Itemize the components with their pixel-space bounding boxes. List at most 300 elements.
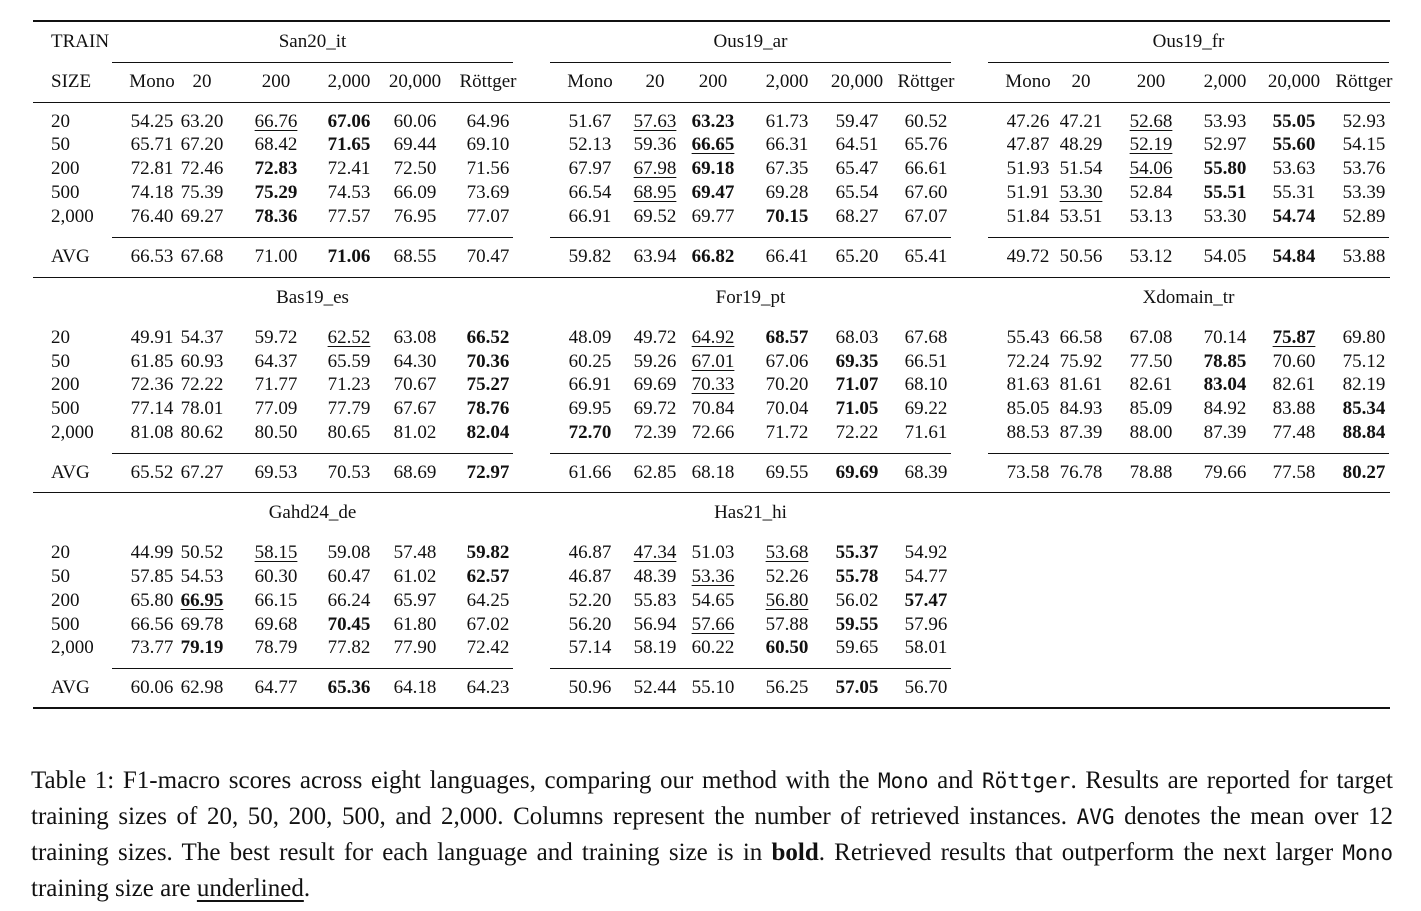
table-cell: 67.08 — [1129, 327, 1173, 348]
caption-avg: AVG — [1076, 805, 1115, 829]
avg-cell: 65.36 — [327, 677, 371, 698]
table-cell: 60.06 — [393, 111, 437, 132]
table-cell: 68.95 — [633, 182, 677, 203]
table-cell: 66.56 — [130, 614, 174, 635]
row-size-label: 50 — [51, 351, 70, 372]
table-cell: 69.27 — [180, 206, 224, 227]
table-cell: 78.36 — [254, 206, 298, 227]
table-cell: 69.72 — [633, 398, 677, 419]
row-size-label: 200 — [51, 158, 80, 179]
table-cell: 69.77 — [691, 206, 735, 227]
table-cell: 59.65 — [835, 637, 879, 658]
table-cell: 63.20 — [180, 111, 224, 132]
table-cell: 47.21 — [1059, 111, 1103, 132]
avg-cell: 80.27 — [1342, 462, 1386, 483]
table-cell: 83.04 — [1203, 374, 1247, 395]
table-cell: 57.88 — [765, 614, 809, 635]
table-cell: 66.31 — [765, 134, 809, 155]
table-cell: 70.20 — [765, 374, 809, 395]
avg-cell: 62.85 — [633, 462, 677, 483]
table-cell: 71.07 — [835, 374, 879, 395]
avg-cell: 65.52 — [130, 462, 174, 483]
table-cell: 71.61 — [904, 422, 948, 443]
table-cell: 88.00 — [1129, 422, 1173, 443]
bottom-rule — [33, 707, 1390, 709]
table-cell: 53.36 — [691, 566, 735, 587]
table-cell: 77.50 — [1129, 351, 1173, 372]
table-cell: 82.19 — [1342, 374, 1386, 395]
row-size-label: 20 — [51, 111, 70, 132]
table-cell: 67.98 — [633, 158, 677, 179]
table-cell: 67.97 — [568, 158, 612, 179]
row-size-label: 20 — [51, 327, 70, 348]
table-cell: 60.22 — [691, 637, 735, 658]
table-cell: 63.23 — [691, 111, 735, 132]
table-cell: 70.04 — [765, 398, 809, 419]
avg-cell: 53.12 — [1129, 246, 1173, 267]
table-cell: 57.63 — [633, 111, 677, 132]
table-cell: 52.93 — [1342, 111, 1386, 132]
table-cell: 53.51 — [1059, 206, 1103, 227]
table-cell: 84.92 — [1203, 398, 1247, 419]
table-cell: 56.94 — [633, 614, 677, 635]
top-rule — [33, 20, 1390, 22]
table-cell: 72.83 — [254, 158, 298, 179]
table-cell: 51.67 — [568, 111, 612, 132]
avg-cell: 79.66 — [1203, 462, 1247, 483]
table-cell: 53.30 — [1203, 206, 1247, 227]
table-cell: 67.06 — [765, 351, 809, 372]
table-cell: 52.19 — [1129, 134, 1173, 155]
table-cell: 87.39 — [1059, 422, 1103, 443]
column-header: 20 — [1071, 71, 1091, 92]
table-cell: 82.61 — [1272, 374, 1316, 395]
panel-title: For19_pt — [715, 287, 786, 308]
table-cell: 60.25 — [568, 351, 612, 372]
table-cell: 77.90 — [393, 637, 437, 658]
table-cell: 71.56 — [466, 158, 510, 179]
avg-rule — [988, 453, 1389, 454]
table-cell: 61.73 — [765, 111, 809, 132]
caption-text-2: and — [928, 767, 982, 794]
table-cell: 67.01 — [691, 351, 735, 372]
table-cell: 81.63 — [1006, 374, 1050, 395]
table-cell: 79.19 — [180, 637, 224, 658]
table-cell: 55.83 — [633, 590, 677, 611]
table-cell: 77.82 — [327, 637, 371, 658]
table-cell: 75.87 — [1272, 327, 1316, 348]
table-cell: 60.47 — [327, 566, 371, 587]
table-cell: 55.80 — [1203, 158, 1247, 179]
table-cell: 59.72 — [254, 327, 298, 348]
table-cell: 77.07 — [466, 206, 510, 227]
row-size-label: 50 — [51, 566, 70, 587]
table-cell: 52.26 — [765, 566, 809, 587]
table-cell: 82.61 — [1129, 374, 1173, 395]
table-cell: 66.95 — [180, 590, 224, 611]
avg-cell: 76.78 — [1059, 462, 1103, 483]
table-cell: 63.08 — [393, 327, 437, 348]
table-cell: 46.87 — [568, 566, 612, 587]
table-cell: 69.44 — [393, 134, 437, 155]
row-size-label: 200 — [51, 374, 80, 395]
table-cell: 71.65 — [327, 134, 371, 155]
table-cell: 73.69 — [466, 182, 510, 203]
table-cell: 56.02 — [835, 590, 879, 611]
column-header: Röttger — [459, 71, 517, 92]
table-cell: 77.09 — [254, 398, 298, 419]
table-cell: 80.65 — [327, 422, 371, 443]
table-cell: 54.92 — [904, 542, 948, 563]
row-size-label: 2,000 — [51, 206, 94, 227]
avg-cell: 77.58 — [1272, 462, 1316, 483]
table-cell: 72.22 — [180, 374, 224, 395]
table-cell: 60.93 — [180, 351, 224, 372]
table-cell: 59.82 — [466, 542, 510, 563]
table-cell: 72.50 — [393, 158, 437, 179]
table-cell: 55.78 — [835, 566, 879, 587]
table-cell: 60.50 — [765, 637, 809, 658]
table-cell: 55.51 — [1203, 182, 1247, 203]
table-cell: 80.62 — [180, 422, 224, 443]
avg-cell: 67.27 — [180, 462, 224, 483]
table-cell: 81.61 — [1059, 374, 1103, 395]
table-cell: 54.25 — [130, 111, 174, 132]
caption-underlined-word: underlined — [196, 875, 304, 902]
table-cell: 60.52 — [904, 111, 948, 132]
table-cell: 60.30 — [254, 566, 298, 587]
table-cell: 48.39 — [633, 566, 677, 587]
row-size-label: 200 — [51, 590, 80, 611]
avg-label: AVG — [51, 677, 90, 698]
table-cell: 66.91 — [568, 374, 612, 395]
table-cell: 85.09 — [1129, 398, 1173, 419]
avg-cell: 62.98 — [180, 677, 224, 698]
avg-cell: 68.39 — [904, 462, 948, 483]
caption-text-3: . Results are reported for target training sizes of 20, 50, 200, 500, and 2,000. Columns represent the number of retrieved instances. — [31, 767, 1393, 830]
table-cell: 68.27 — [835, 206, 879, 227]
table-cell: 64.37 — [254, 351, 298, 372]
table-cell: 75.12 — [1342, 351, 1386, 372]
avg-cell: 57.05 — [835, 677, 879, 698]
table-cell: 72.81 — [130, 158, 174, 179]
table-caption — [31, 763, 1393, 907]
table-cell: 62.57 — [466, 566, 510, 587]
table-cell: 57.66 — [691, 614, 735, 635]
table-cell: 69.18 — [691, 158, 735, 179]
table-cell: 83.88 — [1272, 398, 1316, 419]
column-header: 200 — [698, 71, 728, 92]
table-cell: 66.91 — [568, 206, 612, 227]
table-cell: 76.40 — [130, 206, 174, 227]
table-cell: 69.95 — [568, 398, 612, 419]
avg-cell: 56.70 — [904, 677, 948, 698]
block-rule-2 — [33, 492, 1390, 493]
row-size-label: 50 — [51, 134, 70, 155]
avg-cell: 55.10 — [691, 677, 735, 698]
table-cell: 52.20 — [568, 590, 612, 611]
train-label: TRAIN — [51, 31, 110, 52]
panel-title: Gahd24_de — [268, 502, 357, 523]
table-cell: 69.28 — [765, 182, 809, 203]
table-cell: 80.50 — [254, 422, 298, 443]
table-cell: 57.85 — [130, 566, 174, 587]
panel-title: Bas19_es — [276, 287, 349, 308]
table-cell: 66.24 — [327, 590, 371, 611]
caption-text-1: Table 1: F1-macro scores across eight languages, comparing our method with the — [31, 767, 878, 794]
panel-title-rule — [550, 62, 951, 63]
panel-title: Has21_hi — [714, 502, 787, 523]
avg-cell: 50.96 — [568, 677, 612, 698]
avg-label: AVG — [51, 462, 90, 483]
table-cell: 72.36 — [130, 374, 174, 395]
column-header: 200 — [1136, 71, 1166, 92]
table-cell: 85.34 — [1342, 398, 1386, 419]
table-cell: 53.76 — [1342, 158, 1386, 179]
avg-cell: 66.41 — [765, 246, 809, 267]
table-cell: 66.52 — [466, 327, 510, 348]
avg-cell: 69.53 — [254, 462, 298, 483]
column-header: 200 — [261, 71, 291, 92]
table-cell: 78.85 — [1203, 351, 1247, 372]
table-cell: 66.51 — [904, 351, 948, 372]
column-header: 2,000 — [327, 71, 371, 92]
table-cell: 61.80 — [393, 614, 437, 635]
table-cell: 51.93 — [1006, 158, 1050, 179]
table-cell: 65.71 — [130, 134, 174, 155]
table-cell: 66.54 — [568, 182, 612, 203]
table-cell: 77.57 — [327, 206, 371, 227]
table-cell: 64.25 — [466, 590, 510, 611]
table-cell: 54.74 — [1272, 206, 1316, 227]
table-cell: 54.15 — [1342, 134, 1386, 155]
table-cell: 69.69 — [633, 374, 677, 395]
column-header: 20 — [645, 71, 665, 92]
table-cell: 65.80 — [130, 590, 174, 611]
panel-title: San20_it — [278, 31, 347, 52]
table-cell: 64.30 — [393, 351, 437, 372]
table-cell: 72.22 — [835, 422, 879, 443]
table-cell: 84.93 — [1059, 398, 1103, 419]
table-cell: 55.05 — [1272, 111, 1316, 132]
table-cell: 77.79 — [327, 398, 371, 419]
table-cell: 52.68 — [1129, 111, 1173, 132]
column-header: 20 — [192, 71, 212, 92]
table-cell: 55.43 — [1006, 327, 1050, 348]
table-cell: 65.54 — [835, 182, 879, 203]
column-header: 20,000 — [830, 71, 884, 92]
table-cell: 54.06 — [1129, 158, 1173, 179]
table-cell: 70.84 — [691, 398, 735, 419]
table-cell: 49.91 — [130, 327, 174, 348]
avg-cell: 60.06 — [130, 677, 174, 698]
table-cell: 47.34 — [633, 542, 677, 563]
table-cell: 69.78 — [180, 614, 224, 635]
table-cell: 53.13 — [1129, 206, 1173, 227]
avg-cell: 70.53 — [327, 462, 371, 483]
table-cell: 88.84 — [1342, 422, 1386, 443]
table-cell: 70.67 — [393, 374, 437, 395]
table-cell: 75.92 — [1059, 351, 1103, 372]
table-cell: 67.06 — [327, 111, 371, 132]
table-cell: 67.60 — [904, 182, 948, 203]
table-cell: 69.52 — [633, 206, 677, 227]
table-cell: 59.36 — [633, 134, 677, 155]
avg-cell: 65.41 — [904, 246, 948, 267]
table-cell: 61.85 — [130, 351, 174, 372]
table-cell: 75.39 — [180, 182, 224, 203]
avg-cell: 64.23 — [466, 677, 510, 698]
table-cell: 71.77 — [254, 374, 298, 395]
table-cell: 57.48 — [393, 542, 437, 563]
table-cell: 66.58 — [1059, 327, 1103, 348]
panel-title: Ous19_fr — [1152, 31, 1225, 52]
table-cell: 58.01 — [904, 637, 948, 658]
table-cell: 74.53 — [327, 182, 371, 203]
table-cell: 88.53 — [1006, 422, 1050, 443]
avg-rule — [112, 668, 513, 669]
table-cell: 68.42 — [254, 134, 298, 155]
column-header: 2,000 — [1203, 71, 1247, 92]
table-cell: 71.23 — [327, 374, 371, 395]
table-cell: 53.63 — [1272, 158, 1316, 179]
panel-title: Ous19_ar — [713, 31, 788, 52]
caption-rottger: Röttger — [981, 769, 1071, 793]
table-cell: 55.31 — [1272, 182, 1316, 203]
avg-cell: 56.25 — [765, 677, 809, 698]
table-cell: 53.30 — [1059, 182, 1103, 203]
table-cell: 52.89 — [1342, 206, 1386, 227]
table-cell: 68.10 — [904, 374, 948, 395]
avg-cell: 64.18 — [393, 677, 437, 698]
table-cell: 70.36 — [466, 351, 510, 372]
avg-cell: 63.94 — [633, 246, 677, 267]
avg-cell: 71.06 — [327, 246, 371, 267]
avg-cell: 49.72 — [1006, 246, 1050, 267]
row-size-label: 500 — [51, 614, 80, 635]
table-cell: 51.03 — [691, 542, 735, 563]
avg-cell: 78.88 — [1129, 462, 1173, 483]
table-cell: 58.15 — [254, 542, 298, 563]
avg-cell: 73.58 — [1006, 462, 1050, 483]
table-cell: 66.09 — [393, 182, 437, 203]
table-cell: 57.96 — [904, 614, 948, 635]
table-cell: 69.47 — [691, 182, 735, 203]
table-cell: 55.37 — [835, 542, 879, 563]
column-header: Mono — [129, 71, 175, 92]
table-cell: 67.02 — [466, 614, 510, 635]
table-cell: 68.03 — [835, 327, 879, 348]
table-cell: 67.20 — [180, 134, 224, 155]
avg-cell: 59.82 — [568, 246, 612, 267]
table-cell: 52.84 — [1129, 182, 1173, 203]
panel-title: Xdomain_tr — [1142, 287, 1235, 308]
table-cell: 53.93 — [1203, 111, 1247, 132]
caption-mono-1: Mono — [877, 769, 929, 793]
column-header: Mono — [567, 71, 613, 92]
table-cell: 69.80 — [1342, 327, 1386, 348]
table-cell: 47.26 — [1006, 111, 1050, 132]
table-cell: 82.04 — [466, 422, 510, 443]
table-cell: 67.07 — [904, 206, 948, 227]
table-cell: 59.26 — [633, 351, 677, 372]
table-cell: 73.77 — [130, 637, 174, 658]
table-cell: 44.99 — [130, 542, 174, 563]
table-cell: 59.55 — [835, 614, 879, 635]
table-cell: 57.47 — [904, 590, 948, 611]
table-cell: 81.02 — [393, 422, 437, 443]
table-cell: 61.02 — [393, 566, 437, 587]
table-cell: 72.70 — [568, 422, 612, 443]
avg-label: AVG — [51, 246, 90, 267]
avg-cell: 67.68 — [180, 246, 224, 267]
table-cell: 72.42 — [466, 637, 510, 658]
table-cell: 46.87 — [568, 542, 612, 563]
table-cell: 64.51 — [835, 134, 879, 155]
panel-title-rule — [112, 62, 513, 63]
table-cell: 54.65 — [691, 590, 735, 611]
table-cell: 65.76 — [904, 134, 948, 155]
table-cell: 52.97 — [1203, 134, 1247, 155]
avg-rule — [112, 237, 513, 238]
avg-cell: 68.18 — [691, 462, 735, 483]
table-cell: 55.60 — [1272, 134, 1316, 155]
column-header: Röttger — [897, 71, 955, 92]
avg-cell: 68.69 — [393, 462, 437, 483]
table-cell: 51.91 — [1006, 182, 1050, 203]
table-cell: 48.09 — [568, 327, 612, 348]
table-cell: 72.41 — [327, 158, 371, 179]
caption-text-5: . Retrieved results that outperform the next larger — [818, 839, 1343, 866]
table-cell: 77.48 — [1272, 422, 1316, 443]
avg-cell: 54.05 — [1203, 246, 1247, 267]
avg-cell: 64.77 — [254, 677, 298, 698]
table-cell: 67.35 — [765, 158, 809, 179]
table-cell: 56.80 — [765, 590, 809, 611]
header-rule — [33, 102, 1390, 103]
panel-title-rule — [988, 62, 1389, 63]
table-cell: 72.66 — [691, 422, 735, 443]
avg-rule — [550, 237, 951, 238]
avg-cell: 50.56 — [1059, 246, 1103, 267]
table-cell: 65.97 — [393, 590, 437, 611]
table-cell: 47.87 — [1006, 134, 1050, 155]
table-cell: 67.67 — [393, 398, 437, 419]
table-cell: 57.14 — [568, 637, 612, 658]
avg-cell: 54.84 — [1272, 246, 1316, 267]
caption-bold-word: bold — [771, 839, 819, 866]
table-cell: 78.79 — [254, 637, 298, 658]
table-cell: 70.33 — [691, 374, 735, 395]
avg-cell: 70.47 — [466, 246, 510, 267]
table-cell: 81.08 — [130, 422, 174, 443]
avg-rule — [550, 453, 951, 454]
avg-cell: 53.88 — [1342, 246, 1386, 267]
table-cell: 69.22 — [904, 398, 948, 419]
table-cell: 62.52 — [327, 327, 371, 348]
row-size-label: 2,000 — [51, 637, 94, 658]
table-cell: 71.05 — [835, 398, 879, 419]
caption-mono-2: Mono — [1342, 841, 1393, 865]
table-cell: 51.54 — [1059, 158, 1103, 179]
table-cell: 87.39 — [1203, 422, 1247, 443]
table-cell: 65.47 — [835, 158, 879, 179]
avg-cell: 66.53 — [130, 246, 174, 267]
table-cell: 64.96 — [466, 111, 510, 132]
table-cell: 72.24 — [1006, 351, 1050, 372]
table-cell: 70.15 — [765, 206, 809, 227]
table-cell: 77.14 — [130, 398, 174, 419]
